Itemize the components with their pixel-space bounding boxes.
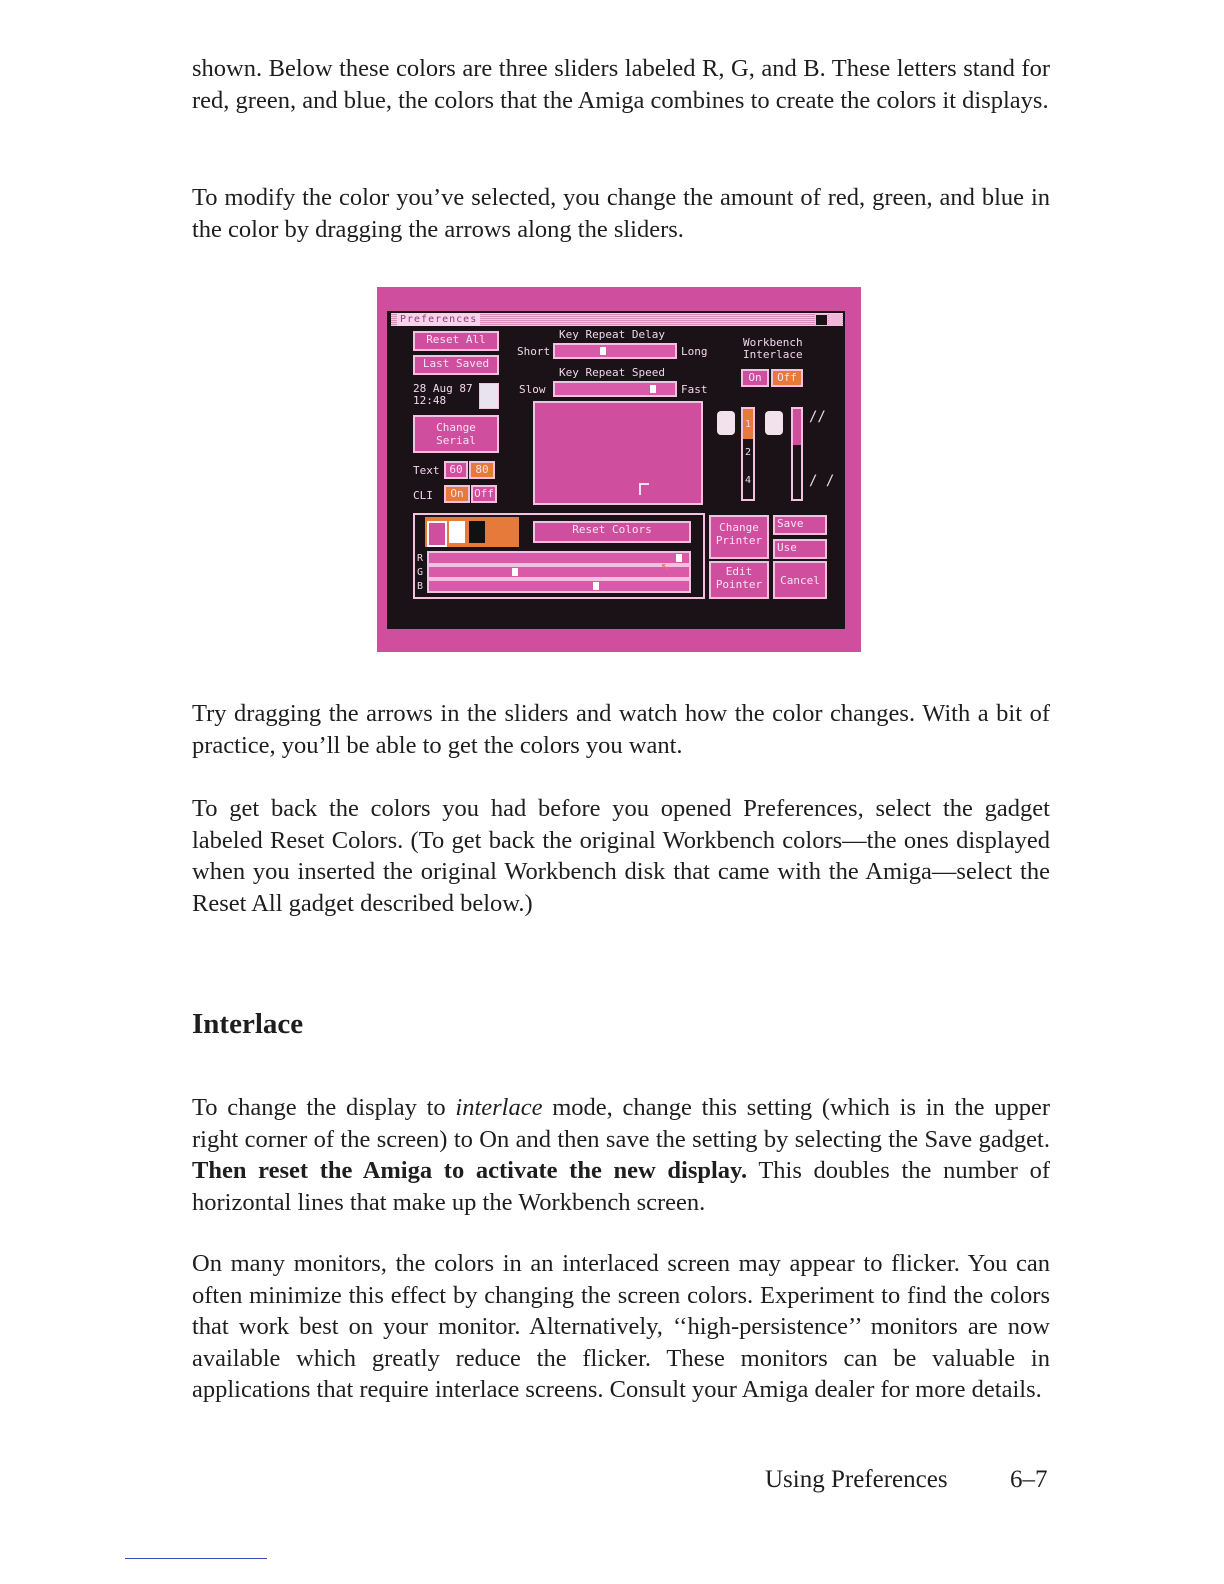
paragraph-try-dragging: Try dragging the arrows in the sliders and watch how the color changes. With a bit of practice, you’ll be able to get the colors you want. — [192, 700, 1050, 759]
cancel-button[interactable]: Cancel — [773, 561, 827, 599]
fast-label: Fast — [681, 383, 708, 396]
interlace-text-1: To change the display to — [192, 1094, 456, 1121]
cli-off-button[interactable]: Off — [471, 485, 497, 503]
workbench-preview-area[interactable] — [533, 401, 703, 505]
edit-pointer-line1: Edit — [725, 565, 753, 578]
cli-on-button[interactable]: On — [444, 485, 470, 503]
paragraph-reset-colors: To get back the colors you had before you opened Preferences, select the gadget labeled Reset Colors. (To get back the original Workbench colors—the ones displayed when you inserted the original Workbench disk that came with the Amiga—select the Reset All gadget described below.) — [192, 795, 1050, 917]
workbench-label: Workbench — [743, 336, 803, 349]
change-printer-line1: Change — [719, 521, 759, 534]
double-click-fast-icon: // — [809, 409, 826, 425]
depth-front-icon[interactable] — [829, 314, 842, 326]
footer-rule — [125, 1558, 267, 1559]
change-serial-button[interactable] — [413, 415, 499, 453]
blue-label: B — [417, 581, 424, 592]
change-serial-line2: Serial — [436, 434, 476, 447]
window-titlebar[interactable] — [391, 313, 843, 326]
edit-pointer-line2: Pointer — [715, 578, 763, 591]
last-saved-button[interactable]: Last Saved — [413, 355, 499, 375]
interlace-label: Interlace — [743, 348, 803, 361]
color-swatch-3[interactable] — [469, 521, 485, 543]
short-label: Short — [517, 345, 551, 358]
color-palette[interactable] — [425, 517, 519, 547]
blue-slider-knob[interactable] — [593, 582, 599, 590]
color-swatch-1[interactable] — [427, 521, 447, 547]
color-swatch-2[interactable] — [449, 521, 465, 543]
double-click-slider[interactable] — [791, 407, 803, 501]
date-display[interactable]: 28 Aug 87 — [413, 382, 473, 395]
red-slider[interactable] — [427, 551, 691, 565]
color-panel — [413, 513, 705, 599]
long-label: Long — [681, 345, 708, 358]
save-button[interactable]: Save — [773, 515, 827, 535]
text-60-button[interactable]: 60 — [444, 461, 468, 479]
color-swatch-4[interactable] — [489, 521, 505, 543]
time-display[interactable]: 12:48 — [413, 394, 447, 407]
blue-slider[interactable] — [427, 579, 691, 593]
mouse-double-click-icon — [765, 411, 783, 435]
mouse-pointer-icon: ↖ — [661, 558, 670, 574]
interlace-reset-instruction: Then reset the Amiga to activate the new display. — [192, 1157, 748, 1184]
mouse-speed-1[interactable]: 1 — [745, 419, 752, 430]
double-click-fill — [793, 409, 801, 445]
key-repeat-speed-slider[interactable] — [553, 381, 677, 397]
paragraph-interlace-mode — [192, 1092, 1050, 1218]
preferences-window — [387, 311, 845, 629]
interlace-term: interlace — [455, 1094, 543, 1121]
text-label: Text — [413, 464, 440, 477]
footer-page-number: 6–7 — [1010, 1466, 1048, 1493]
mouse-icon — [717, 411, 735, 435]
key-repeat-delay-knob[interactable] — [600, 347, 606, 355]
mouse-speed-selector[interactable] — [741, 407, 755, 501]
date-adjust-arrows-icon[interactable] — [479, 383, 499, 409]
interlace-off-button[interactable]: Off — [771, 369, 803, 387]
green-slider[interactable] — [427, 565, 691, 579]
mouse-speed-2[interactable]: 2 — [745, 447, 752, 458]
text-80-button[interactable]: 80 — [469, 461, 495, 479]
key-repeat-speed-label: Key Repeat Speed — [559, 366, 665, 379]
preferences-screenshot — [377, 287, 861, 652]
change-serial-line1: Change — [436, 421, 476, 434]
interlace-on-button[interactable]: On — [741, 369, 769, 387]
use-button[interactable]: Use — [773, 539, 827, 559]
red-label: R — [417, 553, 424, 564]
cli-label: CLI — [413, 489, 433, 502]
depth-back-icon[interactable] — [815, 314, 828, 326]
window-title: Preferences — [397, 313, 480, 326]
section-heading-interlace: Interlace — [192, 1008, 304, 1040]
interlace-text-3: This doubles the number of horizontal lines that make up the Workbench screen. — [192, 1157, 1050, 1216]
green-label: G — [417, 567, 424, 578]
pointer-corner-icon — [639, 483, 649, 495]
key-repeat-delay-slider[interactable] — [553, 343, 677, 359]
red-slider-knob[interactable] — [676, 554, 682, 562]
footer-chapter-title: Using Preferences — [765, 1466, 948, 1493]
paragraph-flicker: On many monitors, the colors in an interlaced screen may appear to flicker. You can often minimize this effect by changing the screen colors. Experiment to find the colors that work best on your monitor. Alternatively, ‘‘high-persistence’’ monitors are now available which greatly reduce the flicker. These monitors can be valuable in applications that require interlace screens. Consult your Amiga dealer for more details. — [192, 1250, 1050, 1403]
reset-all-button[interactable]: Reset All — [413, 331, 499, 351]
interlace-text-2: mode, change this setting (which is in the upper right corner of the screen) to On and then save the setting by selecting the Save gadget. — [192, 1094, 1051, 1153]
change-printer-line2: Printer — [715, 534, 763, 547]
paragraph-intro: shown. Below these colors are three sliders labeled R, G, and B. These letters stand for red, green, and blue, the colors that the Amiga combines to create the colors it displays. — [192, 55, 1050, 114]
change-printer-button[interactable] — [709, 515, 769, 559]
green-slider-knob[interactable] — [512, 568, 518, 576]
paragraph-modify-color: To modify the color you’ve selected, you change the amount of red, green, and blue in the color by dragging the arrows along the sliders. — [192, 184, 1050, 243]
mouse-speed-4[interactable]: 4 — [745, 475, 752, 486]
key-repeat-delay-label: Key Repeat Delay — [559, 328, 665, 341]
reset-colors-button[interactable]: Reset Colors — [533, 521, 691, 543]
slow-label: Slow — [519, 383, 546, 396]
key-repeat-speed-knob[interactable] — [650, 385, 656, 393]
double-click-slow-icon: / / — [809, 473, 835, 489]
edit-pointer-button[interactable] — [709, 561, 769, 599]
